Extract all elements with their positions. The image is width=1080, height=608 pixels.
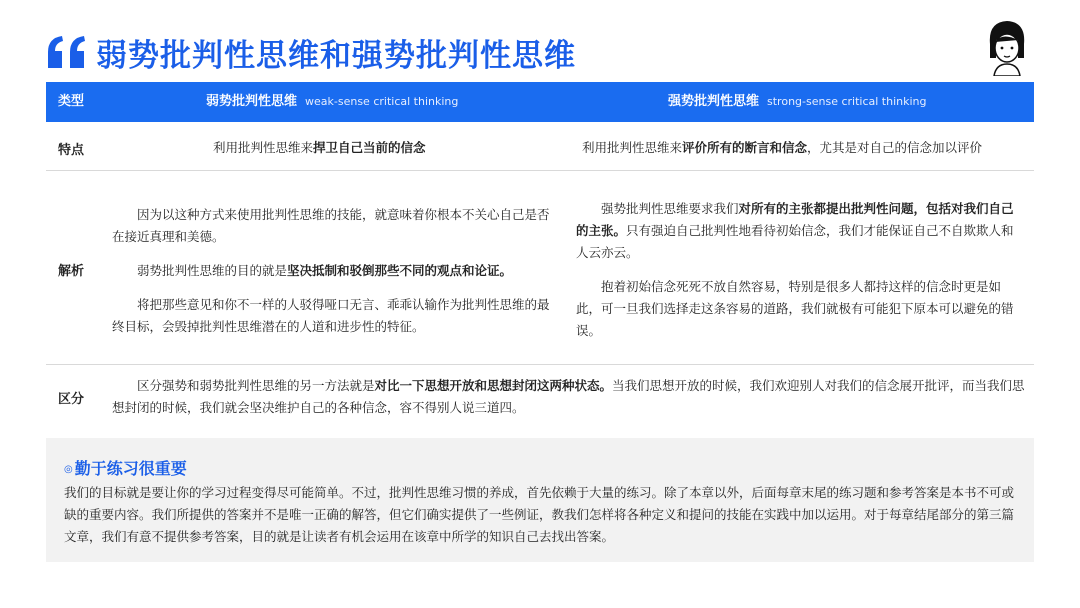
- distinction-text: [112, 375, 1028, 419]
- header-strong-label: 强势批判性思维: [668, 94, 760, 109]
- practice-title: [64, 456, 187, 479]
- feature-strong-text: 利用批判性思维来: [582, 140, 683, 155]
- feature-strong-post: ，尤其是对自己的信念加以评价: [807, 140, 983, 155]
- analysis-weak-p1: 因为以这种方式来使用批判性思维的技能，就意味着你根本不关心自己是否在接近真理和美德。: [112, 207, 550, 244]
- header-strong-en: strong-sense critical thinking: [767, 95, 927, 108]
- analysis-weak-p2-text: 弱势批判性思维的目的就是: [137, 263, 288, 278]
- row-label-distinction: 区分: [58, 392, 85, 407]
- feature-weak: [213, 138, 426, 158]
- feature-weak-text: 利用批判性思维来: [213, 140, 314, 155]
- feature-weak-bold: 捍卫自己当前的信念: [313, 140, 426, 155]
- analysis-strong-p1: [576, 198, 1016, 264]
- practice-box: [46, 438, 1034, 562]
- analysis-weak-p2-bold: 坚决抵制和驳倒那些不同的观点和论证。: [287, 263, 513, 278]
- row-divider: [46, 170, 1034, 171]
- feature-strong-bold: 评价所有的断言和信念: [682, 140, 808, 155]
- analysis-strong: [576, 198, 1016, 342]
- practice-title-text: 勤于练习很重要: [74, 459, 187, 478]
- analysis-strong-p2: 抱着初始信念死死不放自然容易，特别是很多人都持这样的信念时更是如此，可一旦我们选择走这条容易的道路，我们就极有可能犯下原本可以避免的错误。: [576, 279, 1014, 338]
- analysis-strong-p1-bold: 对所有的主张都提出批判性问题，包括对我们自己的主张。: [576, 201, 1014, 238]
- page-title: 弱势批判性思维和强势批判性思维: [96, 38, 576, 74]
- distinction-pre: 区分强势和弱势批判性思维的另一方法就是: [137, 378, 375, 393]
- analysis-strong-p1-post: 只有强迫自己批判性地看待初始信念，我们才能保证自己不自欺欺人和人云亦云。: [576, 223, 1014, 260]
- row-label-analysis: 解析: [58, 264, 85, 279]
- header-weak: [206, 82, 458, 122]
- row-divider: [46, 364, 1034, 365]
- avatar: [984, 18, 1030, 76]
- row-label-feature: 特点: [58, 143, 85, 158]
- header-strong: [668, 82, 927, 122]
- quote-mark-icon: [44, 34, 90, 70]
- analysis-weak-p2: [112, 260, 552, 282]
- header-weak-en: weak-sense critical thinking: [305, 95, 459, 108]
- feature-strong: [582, 138, 982, 158]
- distinction-paragraph: [112, 375, 1028, 419]
- header-weak-label: 弱势批判性思维: [206, 94, 298, 109]
- table-header: [46, 82, 1034, 122]
- distinction-bold: 对比一下思想开放和思想封闭这两种状态。: [374, 378, 613, 393]
- distinction-post: 当我们思想开放的时候，我们欢迎别人对我们的信念展开批评，而当我们思想封闭的时候，我们就会坚决维护自己的各种信念，容不得别人说三道四。: [112, 378, 1025, 415]
- analysis-weak-p3: 将把那些意见和你不一样的人驳得哑口无言、乖乖认输作为批判性思维的最终目标，会毁掉批判性思维潜在的人道和进步性的特征。: [112, 297, 550, 334]
- header-type: 类型: [58, 94, 85, 109]
- analysis-strong-p1-text: 强势批判性思维要求我们: [601, 201, 739, 216]
- practice-body: 我们的目标就是要让你的学习过程变得尽可能简单。不过，批判性思维习惯的养成，首先依赖于大量的练习。除了本章以外，后面每章末尾的练习题和参考答案是本书不可或缺的重要内容。我们所提供的答案并不是唯一正确的解答，但它们确实提供了一些例证，教我们怎样将各种定义和提问的技能在实践中加以运用。对于每章结尾部分的第三篇文章，我们有意不提供参考答案，目的就是让读者有机会运用在该章中所学的知识自己去找出答案。: [64, 485, 1015, 544]
- analysis-weak: [112, 204, 552, 338]
- practice-bullet-icon: ◎: [64, 464, 73, 475]
